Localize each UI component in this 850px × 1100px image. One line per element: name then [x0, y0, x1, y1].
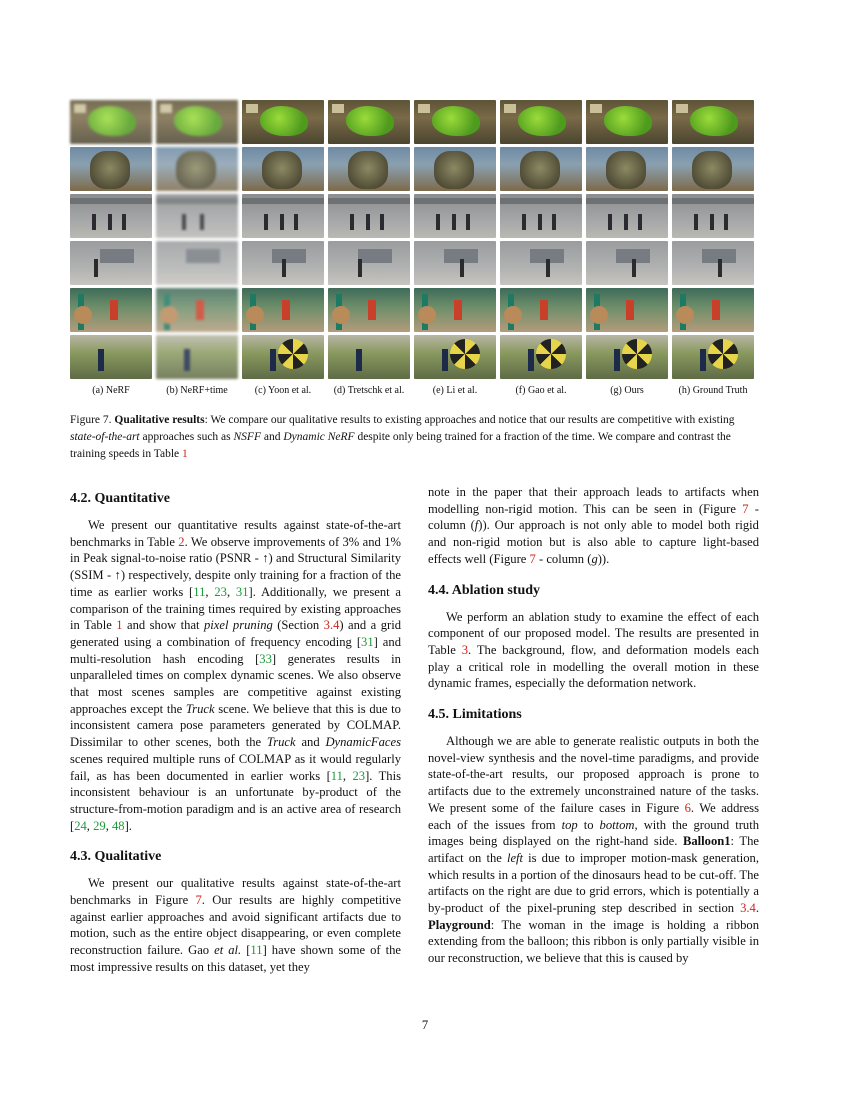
subfigure-caption: (h) Ground Truth	[678, 385, 748, 396]
section-heading: 4.5. Limitations	[428, 707, 522, 723]
result-image	[586, 100, 668, 144]
result-image	[500, 335, 582, 379]
result-image	[500, 241, 582, 285]
caption-emph: NSFF	[233, 431, 261, 443]
caption-text: : We compare our qualitative results to existing approaches and notice that our results are competitive with existing	[204, 414, 735, 426]
result-image	[156, 241, 238, 285]
subfigure-caption: (d) Tretschk et al.	[333, 385, 405, 396]
result-image	[242, 147, 324, 191]
result-image	[156, 288, 238, 332]
figure-caption	[70, 412, 760, 463]
table-ref[interactable]: 1	[182, 448, 188, 460]
result-image	[156, 335, 238, 379]
paragraph: We present our quantitative results against state-of-the-art benchmarks in Table 2. We observe improvements of 3% and 1% in Peak signal-to-noise ratio (PSNR - ↑) and Structural Similarity (SSIM - ↑) respectively, despite only training for a fraction of the time as earlier works [11, 23, 31]. Additionally, we present a comparison of the training times required by existing approaches in Table 1 and show that pixel pruning (Section 3.4) and a grid generated using a combination of frequency encoding [31] and multi-resolution hash encoding [33] generates results in unparalleled times on complex dynamic scenes. We also observe that most scenes samples are competitive against existing approaches except the Truck scene. We believe that this is due to inconsistent camera pose parameters generated by COLMAP. Dissimilar to other scenes, both the Truck and DynamicFaces scenes required multiple runs of COLMAP as it would regularly fail, as has been documented in earlier works [11, 23]. This inconsistent behaviour is an unfortunate by-product of the structure-from-motion paradigm and is an active area of research [24, 29, 48].	[70, 518, 402, 833]
result-image	[242, 100, 324, 144]
result-image	[242, 288, 324, 332]
result-image	[70, 335, 152, 379]
result-image	[242, 194, 324, 238]
result-image	[242, 241, 324, 285]
result-image	[500, 194, 582, 238]
result-image	[156, 147, 238, 191]
result-image	[672, 335, 754, 379]
result-image	[672, 241, 754, 285]
subfigure-caption: (e) Li et al.	[432, 385, 478, 396]
result-image	[328, 335, 410, 379]
caption-emph: state-of-the-art	[70, 431, 140, 443]
result-image	[156, 100, 238, 144]
result-image	[414, 194, 496, 238]
left-column	[70, 490, 401, 990]
result-image	[242, 335, 324, 379]
result-image	[586, 241, 668, 285]
result-image	[672, 147, 754, 191]
result-image	[328, 147, 410, 191]
result-image	[414, 100, 496, 144]
page-number: 7	[421, 1018, 429, 1032]
result-image	[500, 288, 582, 332]
subfigure-caption: (f) Gao et al.	[515, 385, 567, 396]
result-grid	[70, 100, 756, 379]
section-heading: 4.2. Quantitative	[70, 491, 170, 506]
section-heading: 4.3. Qualitative	[70, 849, 162, 865]
result-image	[500, 147, 582, 191]
paragraph: We present our qualitative results against state-of-the-art benchmarks in Figure 7. Our results are highly competitive against earlier approaches and avoid significant artifacts due to motion, such as the entire object disappearing, or even complete reconstruction failure. Gao et al. [11] have shown some of the most impressive results on this dataset, yet they	[70, 876, 402, 974]
caption-title: Qualitative results	[114, 414, 205, 426]
caption-emph: Dynamic NeRF	[283, 431, 355, 443]
result-image	[586, 288, 668, 332]
result-image	[70, 194, 152, 238]
caption-text: and	[261, 431, 284, 443]
paragraph: We perform an ablation study to examine the effect of each component of our proposed model. The results are presented in Table 3. The background, flow, and deformation models each play a critical role in modelling the overall motion in these dynamic frames, especially the deformation network.	[428, 609, 760, 691]
subfigure-caption: (g) Ours	[610, 385, 644, 396]
result-image	[586, 147, 668, 191]
result-image	[414, 147, 496, 191]
result-image	[586, 194, 668, 238]
result-image	[70, 100, 152, 144]
subfigure-caption: (a) NeRF	[92, 385, 130, 396]
result-image	[328, 194, 410, 238]
result-image	[414, 288, 496, 332]
result-image	[70, 241, 152, 285]
section-heading: 4.4. Ablation study	[428, 582, 541, 598]
figure-7	[70, 100, 756, 396]
result-image	[156, 194, 238, 238]
subfigure-caption: (b) NeRF+time	[166, 385, 228, 396]
paragraph: Although we are able to generate realistic outputs in both the novel-view synthesis and the novel-time paradigms, and provide state-of-the-art results, our proposed approach is prone to artifacts due to the extremely unconstrained nature of the tasks. We present some of the failure cases in Figure 6. We address each of the issues from top to bottom, with the ground truth images being displayed on the right-hand side. Balloon1: The artifact on the left is due to improper motion-mask generation, which results in a portion of the dinosaurs head to be cut-off. The artifacts on the right are due to grid errors, which is potentially a by-product of the pixel-pruning step described in section 3.4. Playground: The woman in the image is holding a ribbon extending from the balloon; this ribbon is only partially visible in our reconstruction, we believe that this is caused by	[428, 734, 759, 966]
result-image	[328, 288, 410, 332]
caption-text: despite only being trained for a fraction of the time. We compare and contrast the training speeds in Table	[70, 431, 731, 460]
subfigure-captions	[70, 385, 756, 396]
result-image	[672, 194, 754, 238]
result-image	[328, 241, 410, 285]
right-column	[428, 485, 760, 981]
result-image	[500, 100, 582, 144]
subfigure-caption: (c) Yoon et al.	[254, 385, 312, 396]
result-image	[70, 288, 152, 332]
result-image	[328, 100, 410, 144]
result-image	[414, 335, 496, 379]
result-image	[414, 241, 496, 285]
result-image	[672, 100, 754, 144]
result-image	[70, 147, 152, 191]
caption-label: Figure 7.	[70, 414, 112, 426]
result-image	[586, 335, 668, 379]
result-image	[672, 288, 754, 332]
caption-text: approaches such as	[139, 431, 234, 443]
paragraph: note in the paper that their approach leads to artifacts when modelling non-rigid motion. This can be seen in (Figure 7 - column (f)). Our approach is not only able to model both rigid and non-rigid motion but is also able to capture light-based effects well (Figure 7 - column (g)).	[428, 485, 759, 566]
